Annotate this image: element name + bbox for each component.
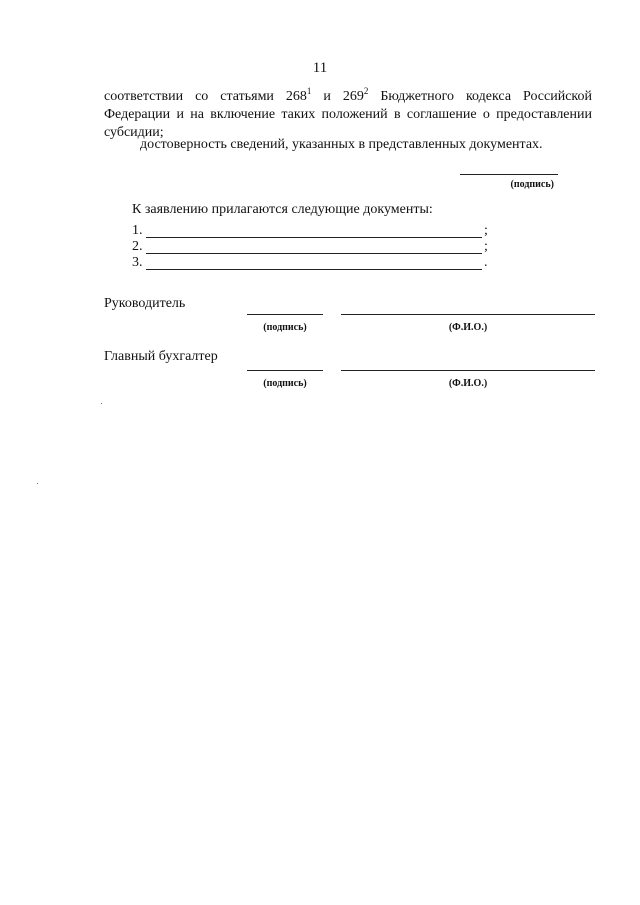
paragraph-line-2: Федерации и на включение таких положений в соглашение о предоставлении: [104, 107, 592, 122]
attachment-item-3: 3. .: [132, 255, 488, 270]
scan-speck: [101, 403, 102, 404]
role-director: Руководитель: [104, 296, 186, 311]
director-name-line: [341, 314, 595, 315]
director-signature-caption: (подпись): [263, 322, 307, 333]
accountant-name-caption: (Ф.И.О.): [448, 378, 488, 389]
superscript-2: 2: [363, 86, 369, 96]
scan-speck: [37, 483, 38, 484]
attachments-title: К заявлению прилагаются следующие документы:: [132, 202, 433, 217]
director-name-caption: (Ф.И.О.): [448, 322, 488, 333]
accountant-signature-line: [247, 370, 323, 371]
paragraph-legal-reference: [104, 88, 592, 142]
director-signature-line: [247, 314, 323, 315]
paragraph-line-3: субсидии;: [104, 125, 164, 140]
attachment-item-1: 1. ;: [132, 223, 488, 238]
attachment-item-2: 2. ;: [132, 239, 488, 254]
applicant-signature-block: [460, 174, 558, 190]
accountant-name-line: [341, 370, 595, 371]
page-number: 11: [312, 60, 328, 76]
role-chief-accountant: Главный бухгалтер: [104, 349, 218, 364]
accountant-signature-caption: (подпись): [263, 378, 307, 389]
paragraph-line-1: соответствии со статьями $268^1$ и $269^2$ Бюджетного кодекса Российской: [104, 86, 593, 104]
applicant-signature-line: [460, 174, 558, 175]
superscript-1: 1: [306, 86, 312, 96]
paragraph-accuracy: достоверность сведений, указанных в представленных документах.: [140, 137, 543, 152]
attachment-fill-line: [146, 269, 482, 270]
applicant-signature-caption: (подпись): [510, 179, 554, 190]
